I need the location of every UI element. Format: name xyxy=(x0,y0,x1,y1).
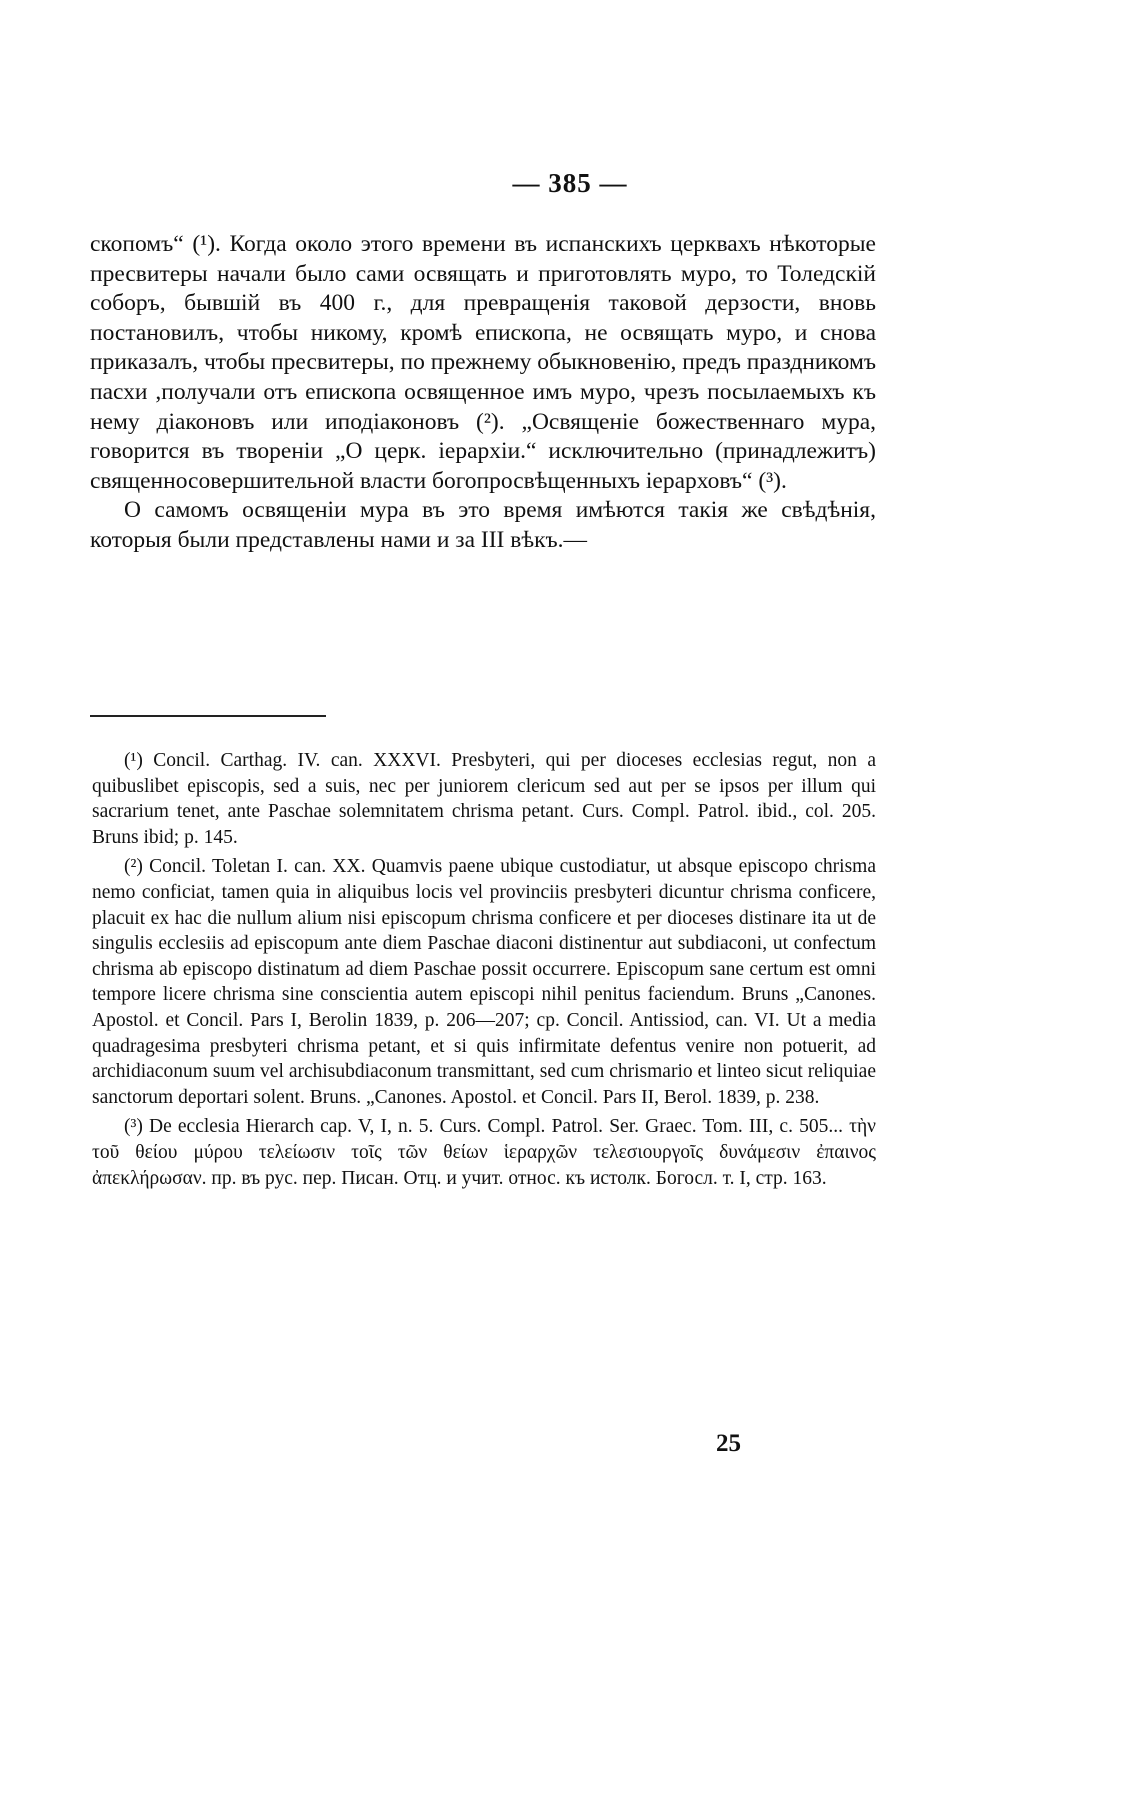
footnote-2: (²) Concil. Toletan I. can. XX. Quamvis paene ubique custodiatur, ut absque episcopo chrisma nemo conficiat, tamen quia in aliquibus locis vel provinciis presbyteri dicuntur chrisma conficere, placuit ex hac die nullum alium nisi episcopum chrisma conficere et per dioceses distinare ita ut de singulis ecclesiis ad episcopum ante diem Paschae diaconi distinentur aut subdiaconi, ut confectum chrisma ab episcopo distinatum ad diem Paschae possit occurrere. Episcopum sane certum est omni tempore licere chrisma sine conscientia autem episcopi nihil penitus faciendum. Bruns „Canones. Apostol. et Concil. Pars I, Berolin 1839, p. 206—207; cp. Concil. Antissiod, can. VI. Ut a media quadragesima presbyteri chrisma petant, et si quis infirmitate defentus venire non potuerit, ad archidiaconum suum vel archisubdiaconum transmittant, sed cum chrismario et linteo sicut reliquiae sanctorum deportari solent. Bruns. „Canones. Apostol. et Concil. Pars II, Berol. 1839, p. 238. xyxy=(92,856,876,1108)
main-paragraph-1: скопомъ“ (¹). Когда около этого времени въ испанскихъ церквахъ нѣкоторые пресвитеры начали было сами освящать и приготовлять муро, то Толедскій соборъ, бывшій въ 400 г., для превращенія таковой дерзости, вновь постановилъ, чтобы никому, кромѣ епископа, не освящать муро, и снова приказалъ, чтобы пресвитеры, по прежнему обыкновенію, предъ праздникомъ пасхи ,получали отъ епископа освященное имъ муро, чрезъ посылаемыхъ къ нему діаконовъ или иподіаконовъ (²). „Освященіе божественнаго мура, говорится въ твореніи „О церк. іерархіи.“ исключительно (принадлежитъ) священносовершительной власти богопросвѣщенныхъ іерарховъ“ (³). xyxy=(90,231,876,494)
footnote-3: (³) De ecclesia Hierarch cap. V, I, n. 5. Curs. Compl. Patrol. Ser. Graec. Tom. III, c. 505... τὴν τοῦ θείου μύρου τελείωσιν τοῖς τῶν θείων ἱεραρχῶν τελεσιουργοῖς δυνάμεσιν ἐπαινος ἀπεκλήρωσαν. пр. въ рус. пер. Писан. Отц. и учит. относ. къ истолк. Богосл. т. I, стр. 163. xyxy=(92,1116,876,1189)
footnote-1: (¹) Concil. Carthag. IV. can. XXXVI. Presbyteri, qui per dioceses ecclesias regut, non a quibuslibet episcopis, sed a suis, nec per juniorem clericum sed aut per se ipsos per illum qui sacrarium tenet, ante Paschae solemnitatem chrisma petant. Curs. Compl. Patrol. ibid., col. 205. Bruns ibid; p. 145. xyxy=(92,750,876,848)
page-number: — 385 — xyxy=(512,168,628,198)
footnotes xyxy=(92,748,876,1195)
signature-mark: 25 xyxy=(716,1430,741,1457)
footnote-rule xyxy=(90,715,326,717)
main-text xyxy=(90,230,876,556)
main-paragraph-2: О самомъ освященіи мура въ это время имѣются такія же свѣдѣнія, которыя были представлены нами и за III вѣкъ.— xyxy=(90,497,876,553)
